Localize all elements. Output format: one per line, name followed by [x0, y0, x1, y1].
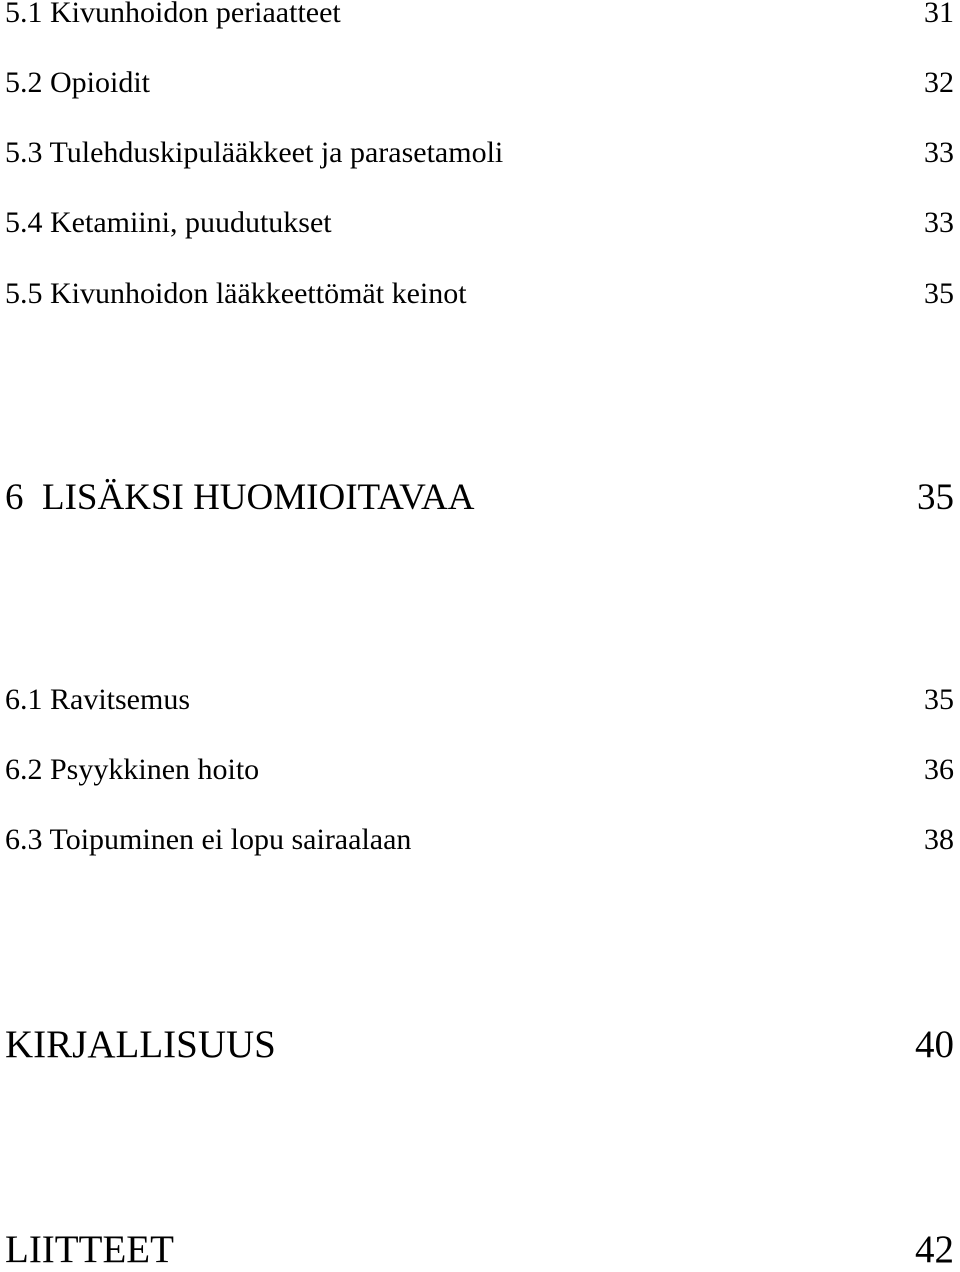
toc-entry-page: 32	[924, 66, 954, 99]
toc-entry-label: 5.3 Tulehduskipulääkkeet ja parasetamoli	[5, 136, 504, 169]
toc-entry-label: 5.2 Opioidit	[5, 66, 151, 99]
toc-entry-label: 6 LISÄKSI HUOMIOITAVAA	[5, 477, 475, 518]
toc-entry-page: 33	[924, 206, 954, 239]
toc-entry-page: 42	[915, 1228, 954, 1271]
toc-entry-5-4[interactable]	[5, 206, 954, 240]
toc-entry-label: 5.5 Kivunhoidon lääkkeettömät keinot	[5, 277, 467, 310]
toc-entry-label: 5.1 Kivunhoidon periaatteet	[5, 0, 341, 29]
toc-entry-page: 38	[924, 823, 954, 856]
toc-entry-6-2[interactable]	[5, 753, 954, 787]
toc-entry-5-1[interactable]	[5, 0, 954, 30]
toc-entry-chapter-6[interactable]	[5, 476, 954, 519]
toc-entry-6-1[interactable]	[5, 683, 954, 717]
toc-entry-page: 36	[924, 753, 954, 786]
toc-entry-6-3[interactable]	[5, 823, 954, 857]
toc-entry-label: LIITTEET	[5, 1228, 174, 1271]
toc-entry-page: 35	[924, 683, 954, 716]
toc-entry-label: 6.1 Ravitsemus	[5, 683, 190, 716]
toc-entry-5-5[interactable]	[5, 277, 954, 311]
toc-entry-label: KIRJALLISUUS	[5, 1023, 276, 1066]
toc-entry-page: 35	[924, 277, 954, 310]
toc-entry-label: 6.3 Toipuminen ei lopu sairaalaan	[5, 823, 412, 856]
toc-entry-label: 5.4 Ketamiini, puudutukset	[5, 206, 332, 239]
toc-entry-5-3[interactable]	[5, 136, 954, 170]
toc-entry-5-2[interactable]	[5, 66, 954, 100]
toc-entry-label: 6.2 Psyykkinen hoito	[5, 753, 260, 786]
toc-entry-page: 31	[924, 0, 954, 29]
toc-entry-page: 40	[915, 1023, 954, 1066]
toc-entry-page: 33	[924, 136, 954, 169]
toc-entry-page: 35	[917, 477, 954, 518]
toc-entry-kirjallisuus[interactable]	[5, 1022, 954, 1067]
toc-entry-liitteet[interactable]	[5, 1227, 954, 1272]
